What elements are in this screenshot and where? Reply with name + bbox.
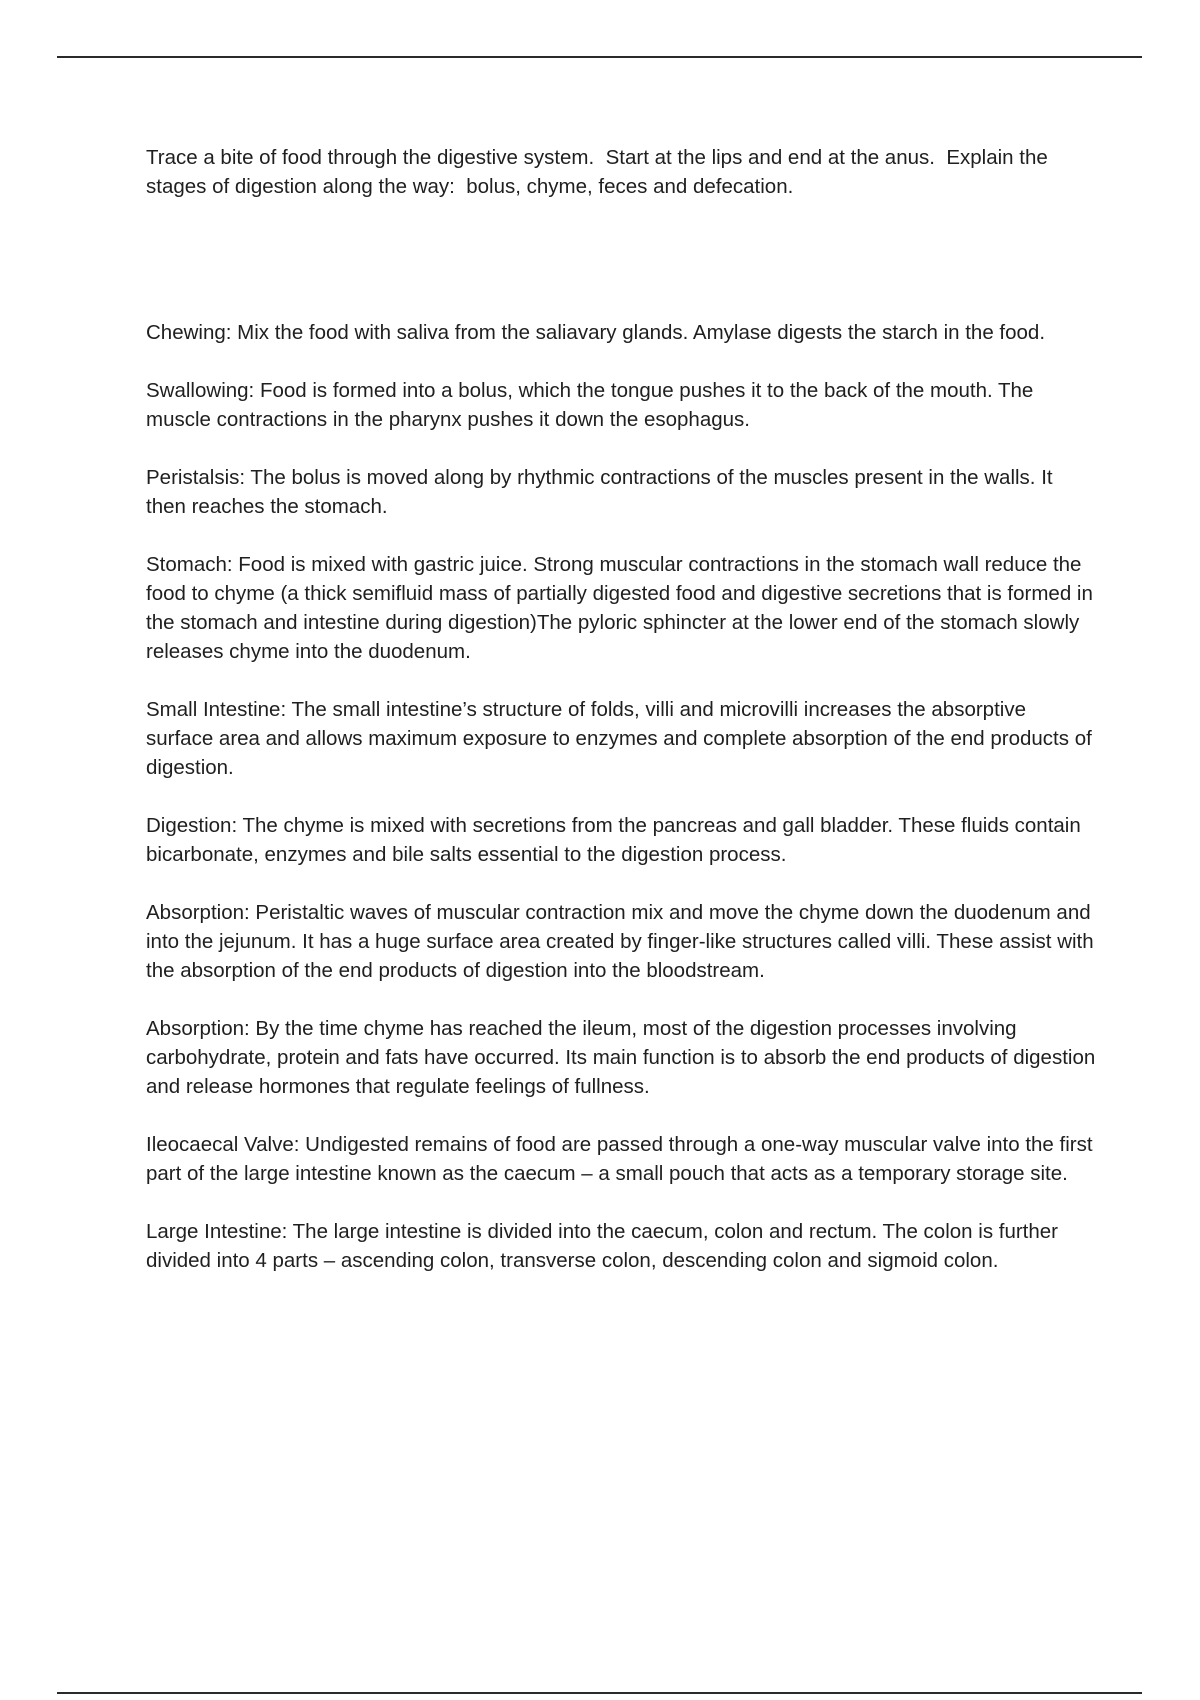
paragraph-absorption-ileum: Absorption: By the time chyme has reached the ileum, most of the digestion processes involving carbohydrate, protein and fats have occurred. Its main function is to absorb the end products of digestion and release hormones that regulate feelings of fullness. — [146, 1017, 1096, 1098]
paragraph-stomach: Stomach: Food is mixed with gastric juice. Strong muscular contractions in the stomach wall reduce the food to chyme (a thick semifluid mass of partially digested food and digestive secretions that is formed in the stomach and intestine during digestion)The pyloric sphincter at the lower end of the stomach slowly releases chyme into the duodenum. — [146, 553, 1093, 663]
footer-rule — [57, 1692, 1142, 1694]
answer-body — [146, 318, 1096, 1304]
header-rule — [57, 56, 1142, 58]
paragraph-chewing: Chewing: Mix the food with saliva from the saliavary glands. Amylase digests the starch in the food. — [146, 321, 1046, 344]
paragraph-digestion: Digestion: The chyme is mixed with secretions from the pancreas and gall bladder. These fluids contain bicarbonate, enzymes and bile salts essential to the digestion process. — [146, 814, 1081, 866]
paragraph-absorption-jejunum: Absorption: Peristaltic waves of muscular contraction mix and move the chyme down the duodenum and into the jejunum. It has a huge surface area created by finger-like structures called villi. These assist with the absorption of the end products of digestion into the bloodstream. — [146, 901, 1094, 982]
paragraph-small-intestine: Small Intestine: The small intestine’s structure of folds, villi and microvilli increases the absorptive surface area and allows maximum exposure to enzymes and complete absorption of the end products of digestion. — [146, 698, 1092, 779]
paragraph-ileocaecal-valve: Ileocaecal Valve: Undigested remains of food are passed through a one-way muscular valve into the first part of the large intestine known as the caecum – a small pouch that acts as a temporary storage site. — [146, 1133, 1093, 1185]
paragraph-swallowing: Swallowing: Food is formed into a bolus, which the tongue pushes it to the back of the mouth. The muscle contractions in the pharynx pushes it down the esophagus. — [146, 379, 1034, 431]
question-text: Trace a bite of food through the digestive system. Start at the lips and end at the anus. Explain the stages of digestion along the way: bolus, chyme, feces and defecation. — [146, 146, 1054, 198]
paragraph-large-intestine: Large Intestine: The large intestine is divided into the caecum, colon and rectum. The colon is further divided into 4 parts – ascending colon, transverse colon, descending colon and sigmoid colon. — [146, 1220, 1059, 1272]
paragraph-peristalsis: Peristalsis: The bolus is moved along by rhythmic contractions of the muscles present in the walls. It then reaches the stomach. — [146, 466, 1053, 518]
